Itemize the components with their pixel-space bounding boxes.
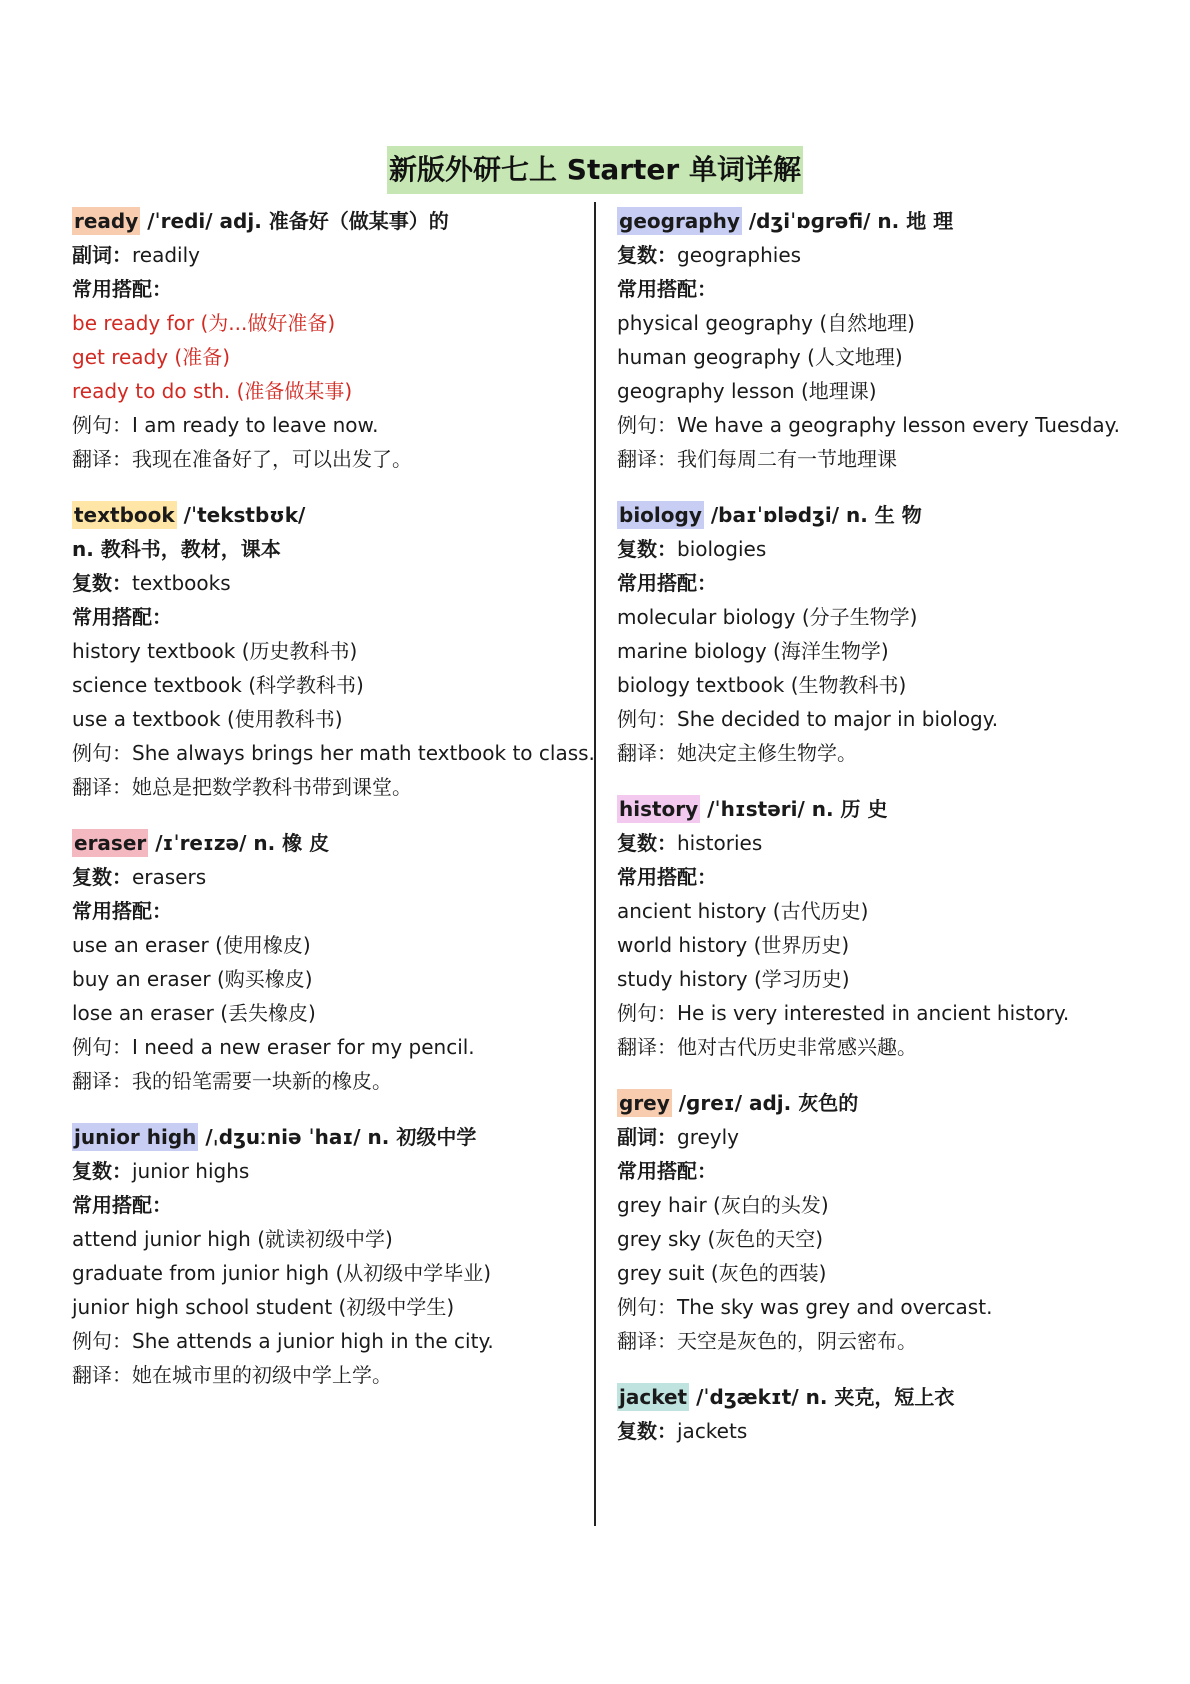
translation-line: 翻译：她在城市里的初级中学上学。 [72, 1363, 392, 1387]
entry-junior-high [72, 1120, 572, 1392]
collocation-item: graduate from junior high (从初级中学毕业) [72, 1261, 492, 1285]
headword: junior high [74, 1125, 197, 1149]
example-sentence: He is very interested in ancient history. [677, 1001, 1070, 1025]
example-sentence: We have a geography lesson every Tuesday. [677, 413, 1120, 437]
translation-sentence: 我们每周二有一节地理课 [677, 447, 897, 471]
collocation-item: physical geography (自然地理) [617, 311, 915, 335]
collocation-item: get ready (准备) [72, 345, 231, 369]
example-line: 例句：The sky was grey and overcast. [617, 1295, 993, 1319]
collocations-label: 常用搭配： [617, 865, 717, 889]
plural-line: 复数：biologies [617, 537, 767, 561]
translation-sentence: 她总是把数学教科书带到课堂。 [132, 775, 412, 799]
plural-value: geographies [677, 243, 802, 267]
phonetic: /ˈtekstbʊk/ [176, 503, 306, 527]
example-line: 例句：She attends a junior high in the city. [72, 1329, 494, 1353]
entry-heading [617, 1380, 1157, 1414]
entry-eraser [72, 826, 572, 1098]
example-line: 例句：I am ready to leave now. [72, 413, 379, 437]
plural-value: histories [677, 831, 763, 855]
collocation-item: study history (学习历史) [617, 967, 850, 991]
plural-line: 复数：textbooks [72, 571, 231, 595]
example-sentence: The sky was grey and overcast. [677, 1295, 993, 1319]
translation-line: 翻译：她决定主修生物学。 [617, 741, 857, 765]
collocation-item: ancient history (古代历史) [617, 899, 869, 923]
plural-value: biologies [677, 537, 767, 561]
example-line: 例句：We have a geography lesson every Tuesday. [617, 413, 1120, 437]
translation-line: 翻译：天空是灰色的，阴云密布。 [617, 1329, 917, 1353]
collocation-item: human geography (人文地理) [617, 345, 903, 369]
example-sentence: I am ready to leave now. [132, 413, 379, 437]
plural-line: 复数：geographies [617, 243, 802, 267]
headword: geography [619, 209, 740, 233]
headword: ready [74, 209, 139, 233]
entry-geography [617, 204, 1157, 476]
adverb-value: greyly [677, 1125, 740, 1149]
phonetic-meaning: /ɡreɪ/ adj. 灰色的 [671, 1091, 859, 1115]
collocation-item: use an eraser (使用橡皮) [72, 933, 311, 957]
headword: grey [619, 1091, 670, 1115]
plural-line: 复数：jackets [617, 1419, 748, 1443]
plural-value: erasers [132, 865, 207, 889]
adverb-line: 副词：readily [72, 243, 200, 267]
collocation-item: grey sky (灰色的天空) [617, 1227, 824, 1251]
collocation-item: buy an eraser (购买橡皮) [72, 967, 313, 991]
adverb-line: 副词：greyly [617, 1125, 740, 1149]
collocations-label: 常用搭配： [72, 1193, 172, 1217]
title-wrap [0, 146, 1190, 194]
collocation-item: ready to do sth. (准备做某事) [72, 379, 353, 403]
entry-heading [617, 792, 1157, 826]
example-sentence: She always brings her math textbook to class. [132, 741, 595, 765]
plural-line: 复数：histories [617, 831, 763, 855]
headword: textbook [74, 503, 175, 527]
plural-line: 复数：erasers [72, 865, 207, 889]
example-sentence: She decided to major in biology. [677, 707, 999, 731]
translation-line: 翻译：她总是把数学教科书带到课堂。 [72, 775, 412, 799]
phonetic-meaning: /ˈhɪstəri/ n. 历 史 [700, 797, 888, 821]
collocation-item: molecular biology (分子生物学) [617, 605, 918, 629]
phonetic-meaning: /ˌdʒuːniə ˈhaɪ/ n. 初级中学 [198, 1125, 477, 1149]
entry-heading [72, 498, 572, 532]
collocations-label: 常用搭配： [72, 605, 172, 629]
translation-line: 翻译：我们每周二有一节地理课 [617, 447, 897, 471]
translation-sentence: 天空是灰色的，阴云密布。 [677, 1329, 917, 1353]
collocations-label: 常用搭配： [617, 277, 717, 301]
left-column [72, 204, 595, 1414]
collocation-item: biology textbook (生物教科书) [617, 673, 907, 697]
translation-sentence: 她决定主修生物学。 [677, 741, 857, 765]
phonetic-meaning: /ˈredi/ adj. 准备好（做某事）的 [140, 209, 449, 233]
example-sentence: She attends a junior high in the city. [132, 1329, 494, 1353]
entry-heading [617, 498, 1157, 532]
translation-sentence: 她在城市里的初级中学上学。 [132, 1363, 392, 1387]
entry-ready [72, 204, 572, 476]
entry-history [617, 792, 1157, 1064]
meaning-line: n. 教科书，教材，课本 [72, 537, 281, 561]
adverb-value: readily [132, 243, 200, 267]
phonetic-meaning: /baɪˈɒlədʒi/ n. 生 物 [703, 503, 922, 527]
phonetic-meaning: /dʒiˈɒɡrəfi/ n. 地 理 [741, 209, 954, 233]
translation-sentence: 我的铅笔需要一块新的橡皮。 [132, 1069, 392, 1093]
translation-sentence: 我现在准备好了，可以出发了。 [132, 447, 412, 471]
plural-line: 复数：junior highs [72, 1159, 250, 1183]
entry-heading [617, 204, 1157, 238]
entry-jacket [617, 1380, 1157, 1448]
entry-grey [617, 1086, 1157, 1358]
example-sentence: I need a new eraser for my pencil. [132, 1035, 475, 1059]
collocation-item: history textbook (历史教科书) [72, 639, 358, 663]
example-line: 例句：She decided to major in biology. [617, 707, 999, 731]
entry-textbook [72, 498, 595, 804]
collocation-item: science textbook (科学教科书) [72, 673, 364, 697]
plural-value: junior highs [132, 1159, 250, 1183]
plural-value: textbooks [132, 571, 231, 595]
headword: biology [619, 503, 702, 527]
phonetic-meaning: /ɪˈreɪzə/ n. 橡 皮 [148, 831, 330, 855]
collocation-item: be ready for (为...做好准备) [72, 311, 336, 335]
collocations-label: 常用搭配： [72, 277, 172, 301]
phonetic-meaning: /ˈdʒækɪt/ n. 夹克，短上衣 [689, 1385, 955, 1409]
collocation-item: grey hair (灰白的头发) [617, 1193, 829, 1217]
collocation-item: marine biology (海洋生物学) [617, 639, 889, 663]
collocation-item: use a textbook (使用教科书) [72, 707, 343, 731]
example-line: 例句：He is very interested in ancient history. [617, 1001, 1070, 1025]
collocation-item: grey suit (灰色的西装) [617, 1261, 827, 1285]
translation-sentence: 他对古代历史非常感兴趣。 [677, 1035, 917, 1059]
page-title: 新版外研七上 Starter 单词详解 [387, 146, 803, 194]
collocation-item: world history (世界历史) [617, 933, 850, 957]
entry-heading [72, 204, 572, 238]
collocation-item: lose an eraser (丢失橡皮) [72, 1001, 316, 1025]
entry-biology [617, 498, 1157, 770]
collocation-item: junior high school student (初级中学生) [72, 1295, 455, 1319]
example-line: 例句：I need a new eraser for my pencil. [72, 1035, 475, 1059]
headword: eraser [74, 831, 147, 855]
plural-value: jackets [677, 1419, 748, 1443]
collocations-label: 常用搭配： [617, 1159, 717, 1183]
collocation-item: geography lesson (地理课) [617, 379, 877, 403]
entry-heading [72, 1120, 572, 1154]
collocations-label: 常用搭配： [617, 571, 717, 595]
column-divider [594, 202, 596, 1526]
headword: jacket [619, 1385, 688, 1409]
translation-line: 翻译：他对古代历史非常感兴趣。 [617, 1035, 917, 1059]
collocation-item: attend junior high (就读初级中学) [72, 1227, 393, 1251]
headword: history [619, 797, 699, 821]
translation-line: 翻译：我的铅笔需要一块新的橡皮。 [72, 1069, 392, 1093]
entry-heading [72, 826, 572, 860]
example-line: 例句：She always brings her math textbook to class. [72, 741, 595, 765]
translation-line: 翻译：我现在准备好了，可以出发了。 [72, 447, 412, 471]
collocations-label: 常用搭配： [72, 899, 172, 923]
right-column [617, 204, 1157, 1470]
entry-heading [617, 1086, 1157, 1120]
